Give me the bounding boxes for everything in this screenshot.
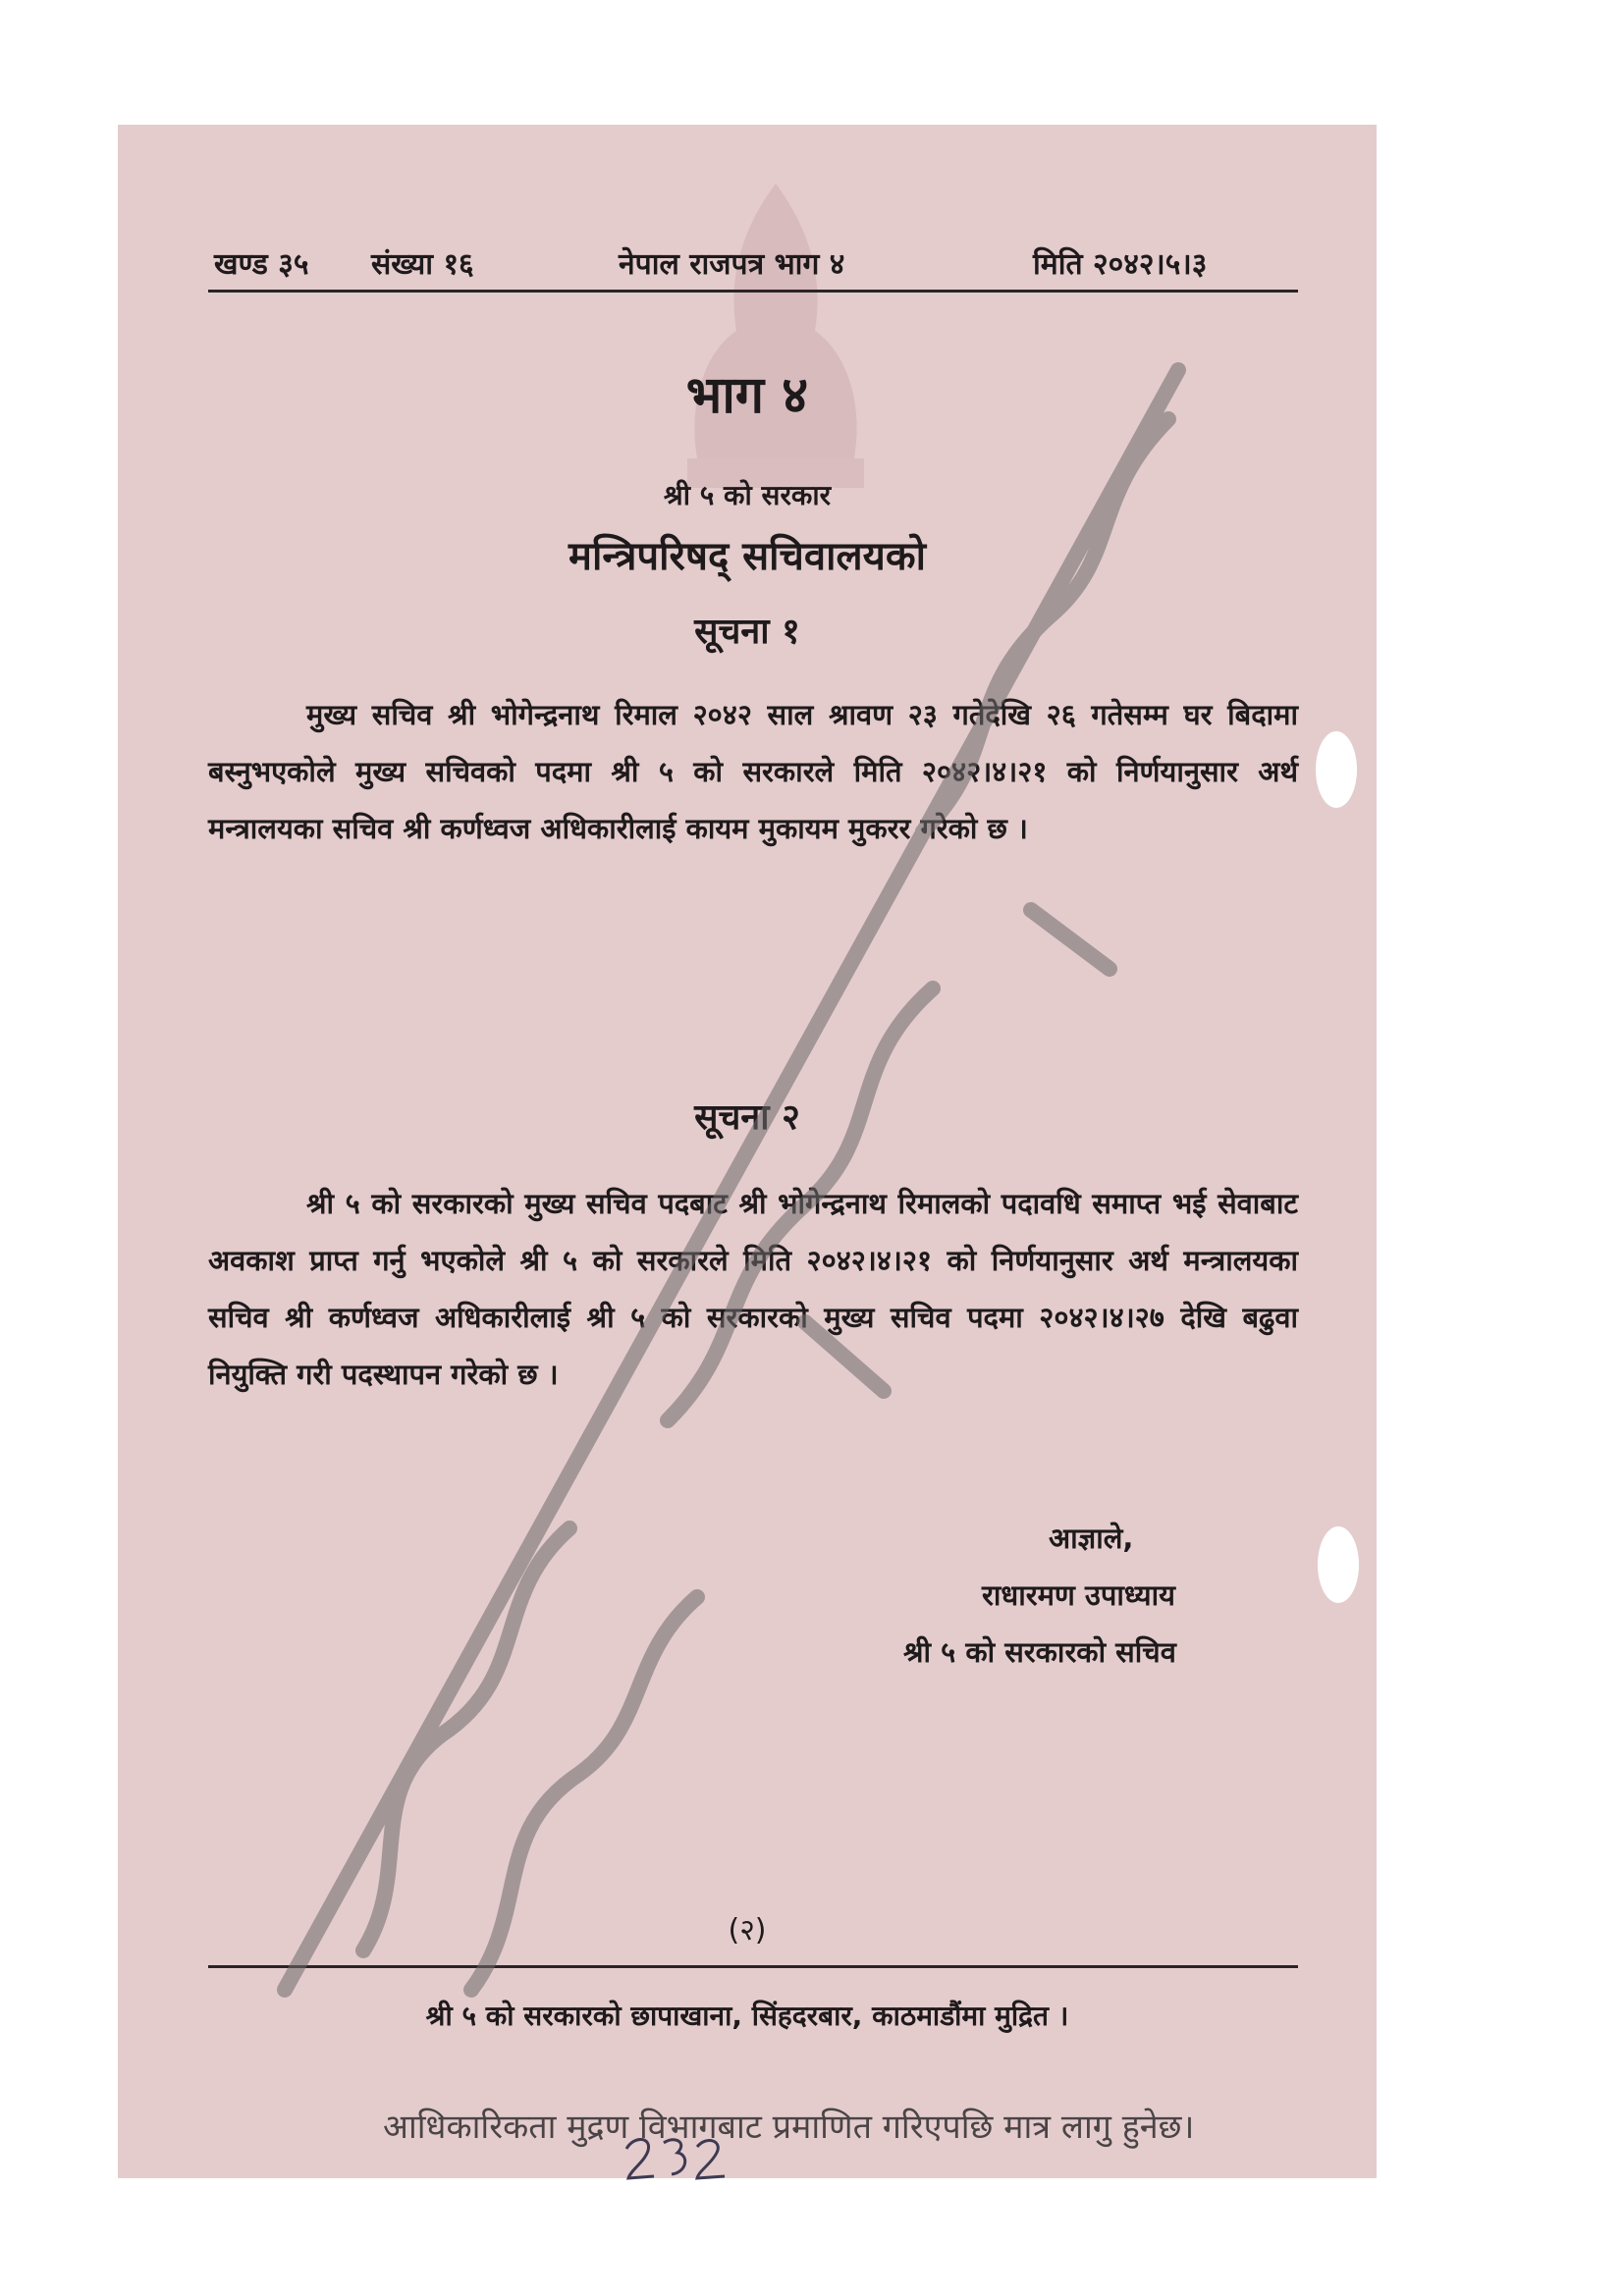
signatory-designation: श्री ५ को सरकारको सचिव xyxy=(903,1635,1176,1669)
notice-2-title: सूचना २ xyxy=(694,1097,800,1138)
punch-hole-top xyxy=(1316,731,1357,808)
notice-2-body: श्री ५ को सरकारको मुख्य सचिव पदबाट श्री भोगेन्द्रनाथ रिमालको पदावधि समाप्त भई सेवाबाट अवकाश प्राप्त गर्नु भएकोले श्री ५ को सरकारले मिति २०४२।४।२१ को निर्णयानुसार अर्थ मन्त्रालयका सचिव श्री कर्णध्वज अधिकारीलाई श्री ५ को सरकारको मुख्य सचिव पदमा २०४२।४।२७ देखि बढुवा नियुक्ति गरी पदस्थापन गरेको छ । xyxy=(208,1187,1298,1391)
issue-number: संख्या १६ xyxy=(371,247,474,282)
gazette-sheet xyxy=(118,125,1377,2178)
signatory-name: राधारमण उपाध्याय xyxy=(982,1578,1175,1612)
publication-name: नेपाल राजपत्र भाग ४ xyxy=(619,247,845,282)
volume-number: खण्ड ३५ xyxy=(214,247,309,282)
signature-by-order: आज्ञाले, xyxy=(1049,1522,1134,1555)
office-title: मन्त्रिपरिषद् सचिवालयको xyxy=(568,534,926,579)
notice-1-title: सूचना १ xyxy=(694,612,800,652)
notice-1-body: मुख्य सचिव श्री भोगेन्द्रनाथ रिमाल २०४२ साल श्रावण २३ गतेदेखि २६ गतेसम्म घर बिदामा बस्नुभएकोले मुख्य सचिवको पदमा श्री ५ को सरकारले मिति २०४२।४।२१ को निर्णयानुसार अर्थ मन्त्रालयका सचिव श्री कर्णध्वज अधिकारीलाई कायम मुकायम मुकरर गरेको छ । xyxy=(208,698,1298,845)
publication-date: मिति २०४२।५।३ xyxy=(1033,247,1208,282)
part-title: भाग ४ xyxy=(685,366,809,425)
diagonal-stamp-mark xyxy=(118,125,1377,2178)
punch-hole-bottom xyxy=(1318,1526,1359,1603)
page-number: (२) xyxy=(728,1913,767,1948)
authenticity-note: आधिकारिकता मुद्रण विभागबाट प्रमाणित गरिएपछि मात्र लागु हुनेछ। xyxy=(383,2108,1195,2147)
printer-line: श्री ५ को सरकारको छापाखाना, सिंहदरबार, काठमाडौंमा मुद्रित । xyxy=(425,2000,1069,2032)
government-title: श्री ५ को सरकार xyxy=(663,479,832,511)
